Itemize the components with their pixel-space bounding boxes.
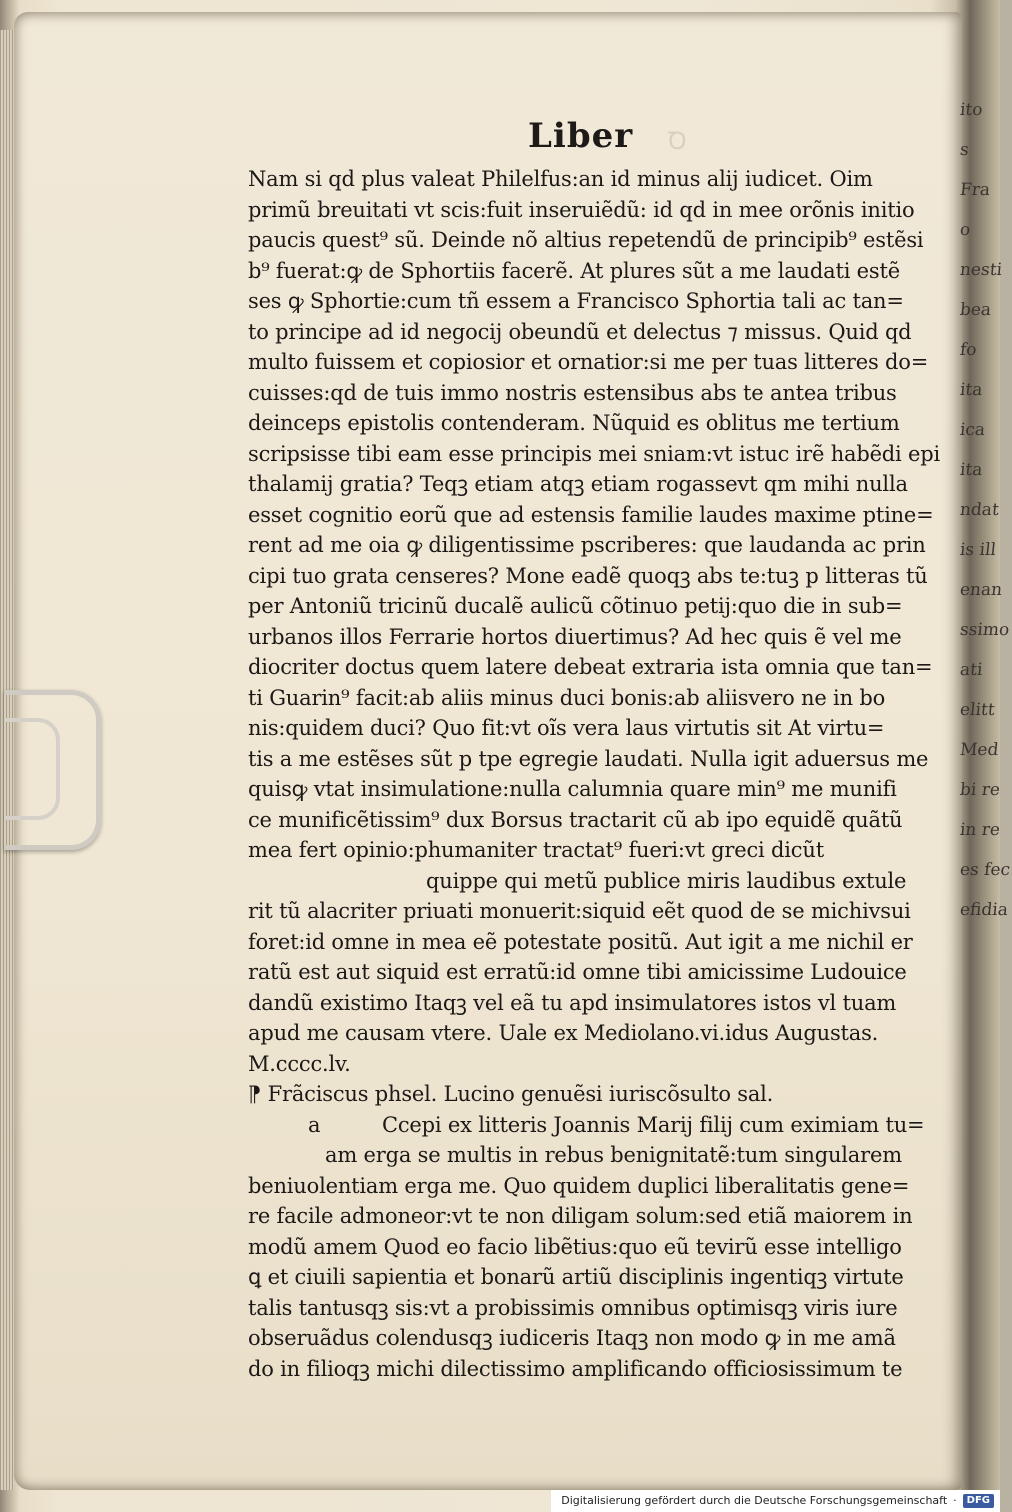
text-line: ratũ est aut siquid est erratũ:id omne tibi amicissime Ludouice [248,960,907,984]
digitization-credit-bar [551,1490,1000,1512]
text-line: quippe qui metũ publice miris laudibus extule [426,868,907,893]
text-line: diocriter doctus quem latere debeat extraria ista omnia que tan= [248,655,933,679]
show-through-header: Ꝺ [668,127,687,155]
text-line: esset cognitio eorũ que ad estensis familie laudes maxime ptine= [248,502,934,527]
text-line: foret:id omne in mea eẽ potestate positũ. Aut igit a me nichil er [248,929,913,954]
text-line: ce munificẽtissim⁹ dux Borsus tractarit cũ ab ipo equidẽ quãtũ [248,807,903,832]
text-line: do in filioqꝫ michi dilectissimo amplificando officiosissimum te [248,1356,903,1381]
text-line: ꝗ et ciuili sapientia et bonarũ artiũ disciplinis ingentiqꝫ virtute [248,1265,904,1289]
text-line-with-initial [248,1110,925,1141]
next-page-fragment: es fec [958,860,1012,880]
text-line: cipi tuo grata censeres? Mone eadẽ quoqꝫ abs te:tuꝫ p litteras tũ [248,563,928,588]
text-line: Ccepi ex litteris Joannis Marij filij cum eximiam tu= [382,1112,925,1137]
text-line: M.cccc.lv. [248,1051,351,1076]
running-header: Liber [528,116,634,156]
text-line: scripsisse tibi eam esse principis mei sniam:vt istuc irẽ habẽdi epi [248,441,941,466]
next-page-fragment: ita [958,460,984,480]
next-page-fragment: fo [958,340,978,360]
text-line: ti Guarin⁹ facit:ab aliis minus duci bonis:ab aliisvero ne in bo [248,685,886,710]
text-line: b⁹ fuerat:ꝙ de Sphortiis facerẽ. At plures sũt a me laudati estẽ [248,258,900,283]
next-page-fragment: Med [958,740,1000,760]
next-page-fragment: ito [958,100,984,120]
next-page-fragment: s [958,140,970,160]
text-line: dandũ existimo Itaqꝫ vel eã tu apd insimulatores istos vl tuam [248,990,897,1015]
text-line: rent ad me oia ꝙ diligentissime pscriberes: que laudanda ac prin [248,533,926,557]
text-line: to principe ad id negocij obeundũ et delectus ⁊ missus. Quid qd [248,319,912,344]
text-line: quisꝙ vtat insimulatione:nulla calumnia quare min⁹ me munifi [248,777,897,801]
next-page-fragment: ndat [958,500,1000,520]
next-page-fragment: elitt [958,700,996,720]
next-page-fragment: ica [958,420,987,440]
text-line: obseruãdus colendusqꝫ iudiceris Itaqꝫ non modo ꝙ in me amã [248,1326,896,1350]
next-page-fragment: ati [958,660,984,680]
next-page-fragment: ssimo [958,620,1011,640]
text-line: cuisses:qd de tuis immo nostris estensibus abs te antea tribus [248,380,897,405]
page-clip-inner [4,718,60,820]
text-line: deinceps epistolis contenderam. Nũquid es oblitus me tertium [248,411,900,435]
text-line: ses ꝙ Sphortie:cum tñ essem a Francisco Sphortia tali ac tan= [248,289,904,313]
next-page-fragment: in re [958,820,1002,840]
next-page-fragment: efidia [958,900,1009,920]
digitization-credit: Digitalisierung gefördert durch die Deutsche Forschungsgemeinschaft [561,1494,948,1507]
next-page-edge [958,90,1012,1410]
next-page-fragment: ita [958,380,984,400]
text-line: talis tantusqꝫ sis:vt a probissimis omnibus optimisqꝫ viris iure [248,1295,898,1320]
text-line: mea fert opinio:phumaniter tractat⁹ fueri:vt greci dicũt [248,838,824,862]
text-line: apud me causam vtere. Uale ex Mediolano.vi.idus Augustas. [248,1021,879,1045]
text-line: beniuolentiam erga me. Quo quidem duplici liberalitatis gene= [248,1173,910,1198]
text-line: urbanos illos Ferrarie hortos diuertimus? Ad hec quis ẽ vel me [248,624,902,649]
page-text [248,164,941,1384]
next-page-fragment: bea [958,300,993,320]
next-page-fragment: nesti [958,260,1004,280]
next-page-fragment: bi re [958,780,1001,800]
text-line: per Antoniũ tricinũ ducalẽ aulicũ cõtinuo petij:quo die in sub= [248,594,903,618]
text-line: paucis quest⁹ sũ. Deinde nõ altius repetendũ de principib⁹ estẽsi [248,228,924,252]
next-page-fragment: is ill [958,540,997,560]
text-line: re facile admoneor:vt te non diligam solum:sed etiã maiorem in [248,1204,913,1228]
next-page-fragment: o [958,220,972,240]
letter-heading: ⁋ Frãciscus phsel. Lucino genuẽsi iuriscõsulto sal. [248,1082,774,1106]
drop-initial-guide: a [308,1112,321,1137]
text-line: modũ amem Quod eo facio libẽtius:quo eũ tevirũ esse intelligo [248,1234,902,1259]
text-line: primũ breuitati vt scis:fuit inseruiẽdũ: id qd in mee orõnis initio [248,197,915,222]
text-line: nis:quidem duci? Quo fit:vt oĩs vera laus virtutis sit At virtu= [248,716,885,740]
text-line: thalamij gratia? Teqꝫ etiam atqꝫ etiam rogassevt qm mihi nulla [248,472,908,496]
text-line: Nam si qd plus valeat Philelfus:an id minus alij iudicet. Oim [248,167,873,191]
next-page-fragment: enan [958,580,1004,600]
text-line: rit tũ alacriter priuati monuerit:siquid eẽt quod de se michivsui [248,899,911,923]
text-line: am erga se multis in rebus benignitatẽ:tum singularem [325,1143,902,1167]
separator: · [953,1494,957,1507]
dfg-logo: DFG [963,1494,994,1508]
text-line: multo fuissem et copiosior et ornatior:si me per tuas litteres do= [248,350,929,374]
text-line: tis a me estẽses sũt p tpe egregie laudati. Nulla igit aduersus me [248,746,929,771]
next-page-fragment: Fra [958,180,992,200]
